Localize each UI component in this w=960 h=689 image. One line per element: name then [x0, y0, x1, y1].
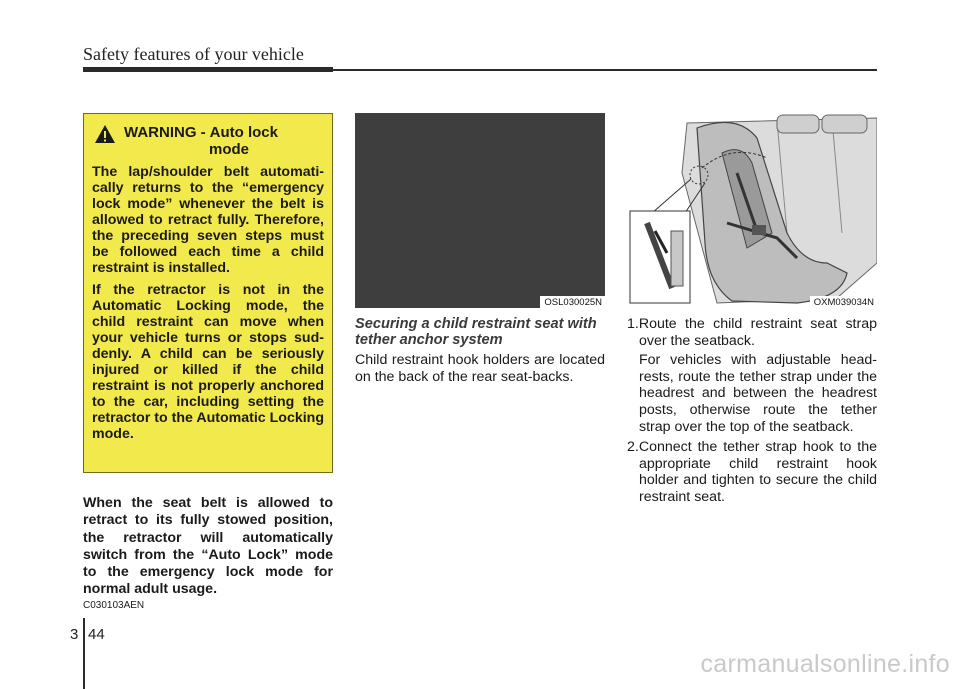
chapter-number: 3 — [70, 626, 79, 643]
warning-heading-row — [92, 124, 324, 144]
step-item: 2.Connect the tether strap hook to the appropriate child restraint hook holder and tighten to secure the child restraint seat. — [627, 439, 877, 505]
warning-triangle-icon — [94, 124, 116, 144]
page-number: 44 — [88, 626, 105, 643]
section-code: C030103AEN — [83, 600, 145, 611]
header-rule-thin — [333, 69, 877, 71]
figure-osl030025n — [355, 113, 605, 308]
tether-paragraph: Child restraint hook holders are located on the back of the rear seat-backs. — [355, 352, 605, 386]
auto-lock-paragraph: When the seat belt is allowed to retract to its fully stowed position, the retractor will automatically switch from the “Auto Lock” mode to the emergency lock mode for normal adult usage. — [83, 495, 333, 598]
footer-rule — [83, 618, 85, 689]
warning-paragraph: The lap/shoulder belt automati-cally returns to the “emergency lock mode” whenever the belt is allowed to retract fully. Therefore, the preceding seven steps must be followed each time a child restraint is installed. — [92, 164, 324, 276]
steps-list — [627, 316, 877, 506]
figure-label: OXM039034N — [810, 296, 877, 308]
watermark: carmanualsonline.info — [700, 650, 950, 678]
warning-heading-suffix: Auto lock — [209, 124, 278, 141]
page-header-title: Safety features of your vehicle — [83, 44, 304, 64]
figure-label: OSL030025N — [540, 296, 605, 308]
warning-heading-sub: mode — [209, 141, 250, 158]
tether-subheading: Securing a child restraint seat with tether anchor system — [355, 316, 597, 348]
step-sub-text: For vehicles with adjustable head-rests, route the tether strap under the headrest and between the headrest posts, otherwise route the tether strap over the top of the seatback. — [639, 352, 877, 435]
header-rule — [83, 67, 333, 72]
warning-paragraph: If the retractor is not in the Automatic Locking mode, the child restraint can move when your vehicle turns or stops sud-denly. A child can be seriously injured or killed if the child restraint is not properly anchored to the car, including setting the retractor to the Automatic Locking mode. — [92, 282, 325, 442]
child-seat-illustration — [627, 113, 877, 308]
figure-child-seat-illustration — [627, 113, 877, 308]
warning-heading: WARNING - — [124, 124, 206, 141]
warning-box — [83, 113, 333, 473]
step-item: 1.Route the child restraint seat strap over the seatback. — [627, 316, 877, 349]
